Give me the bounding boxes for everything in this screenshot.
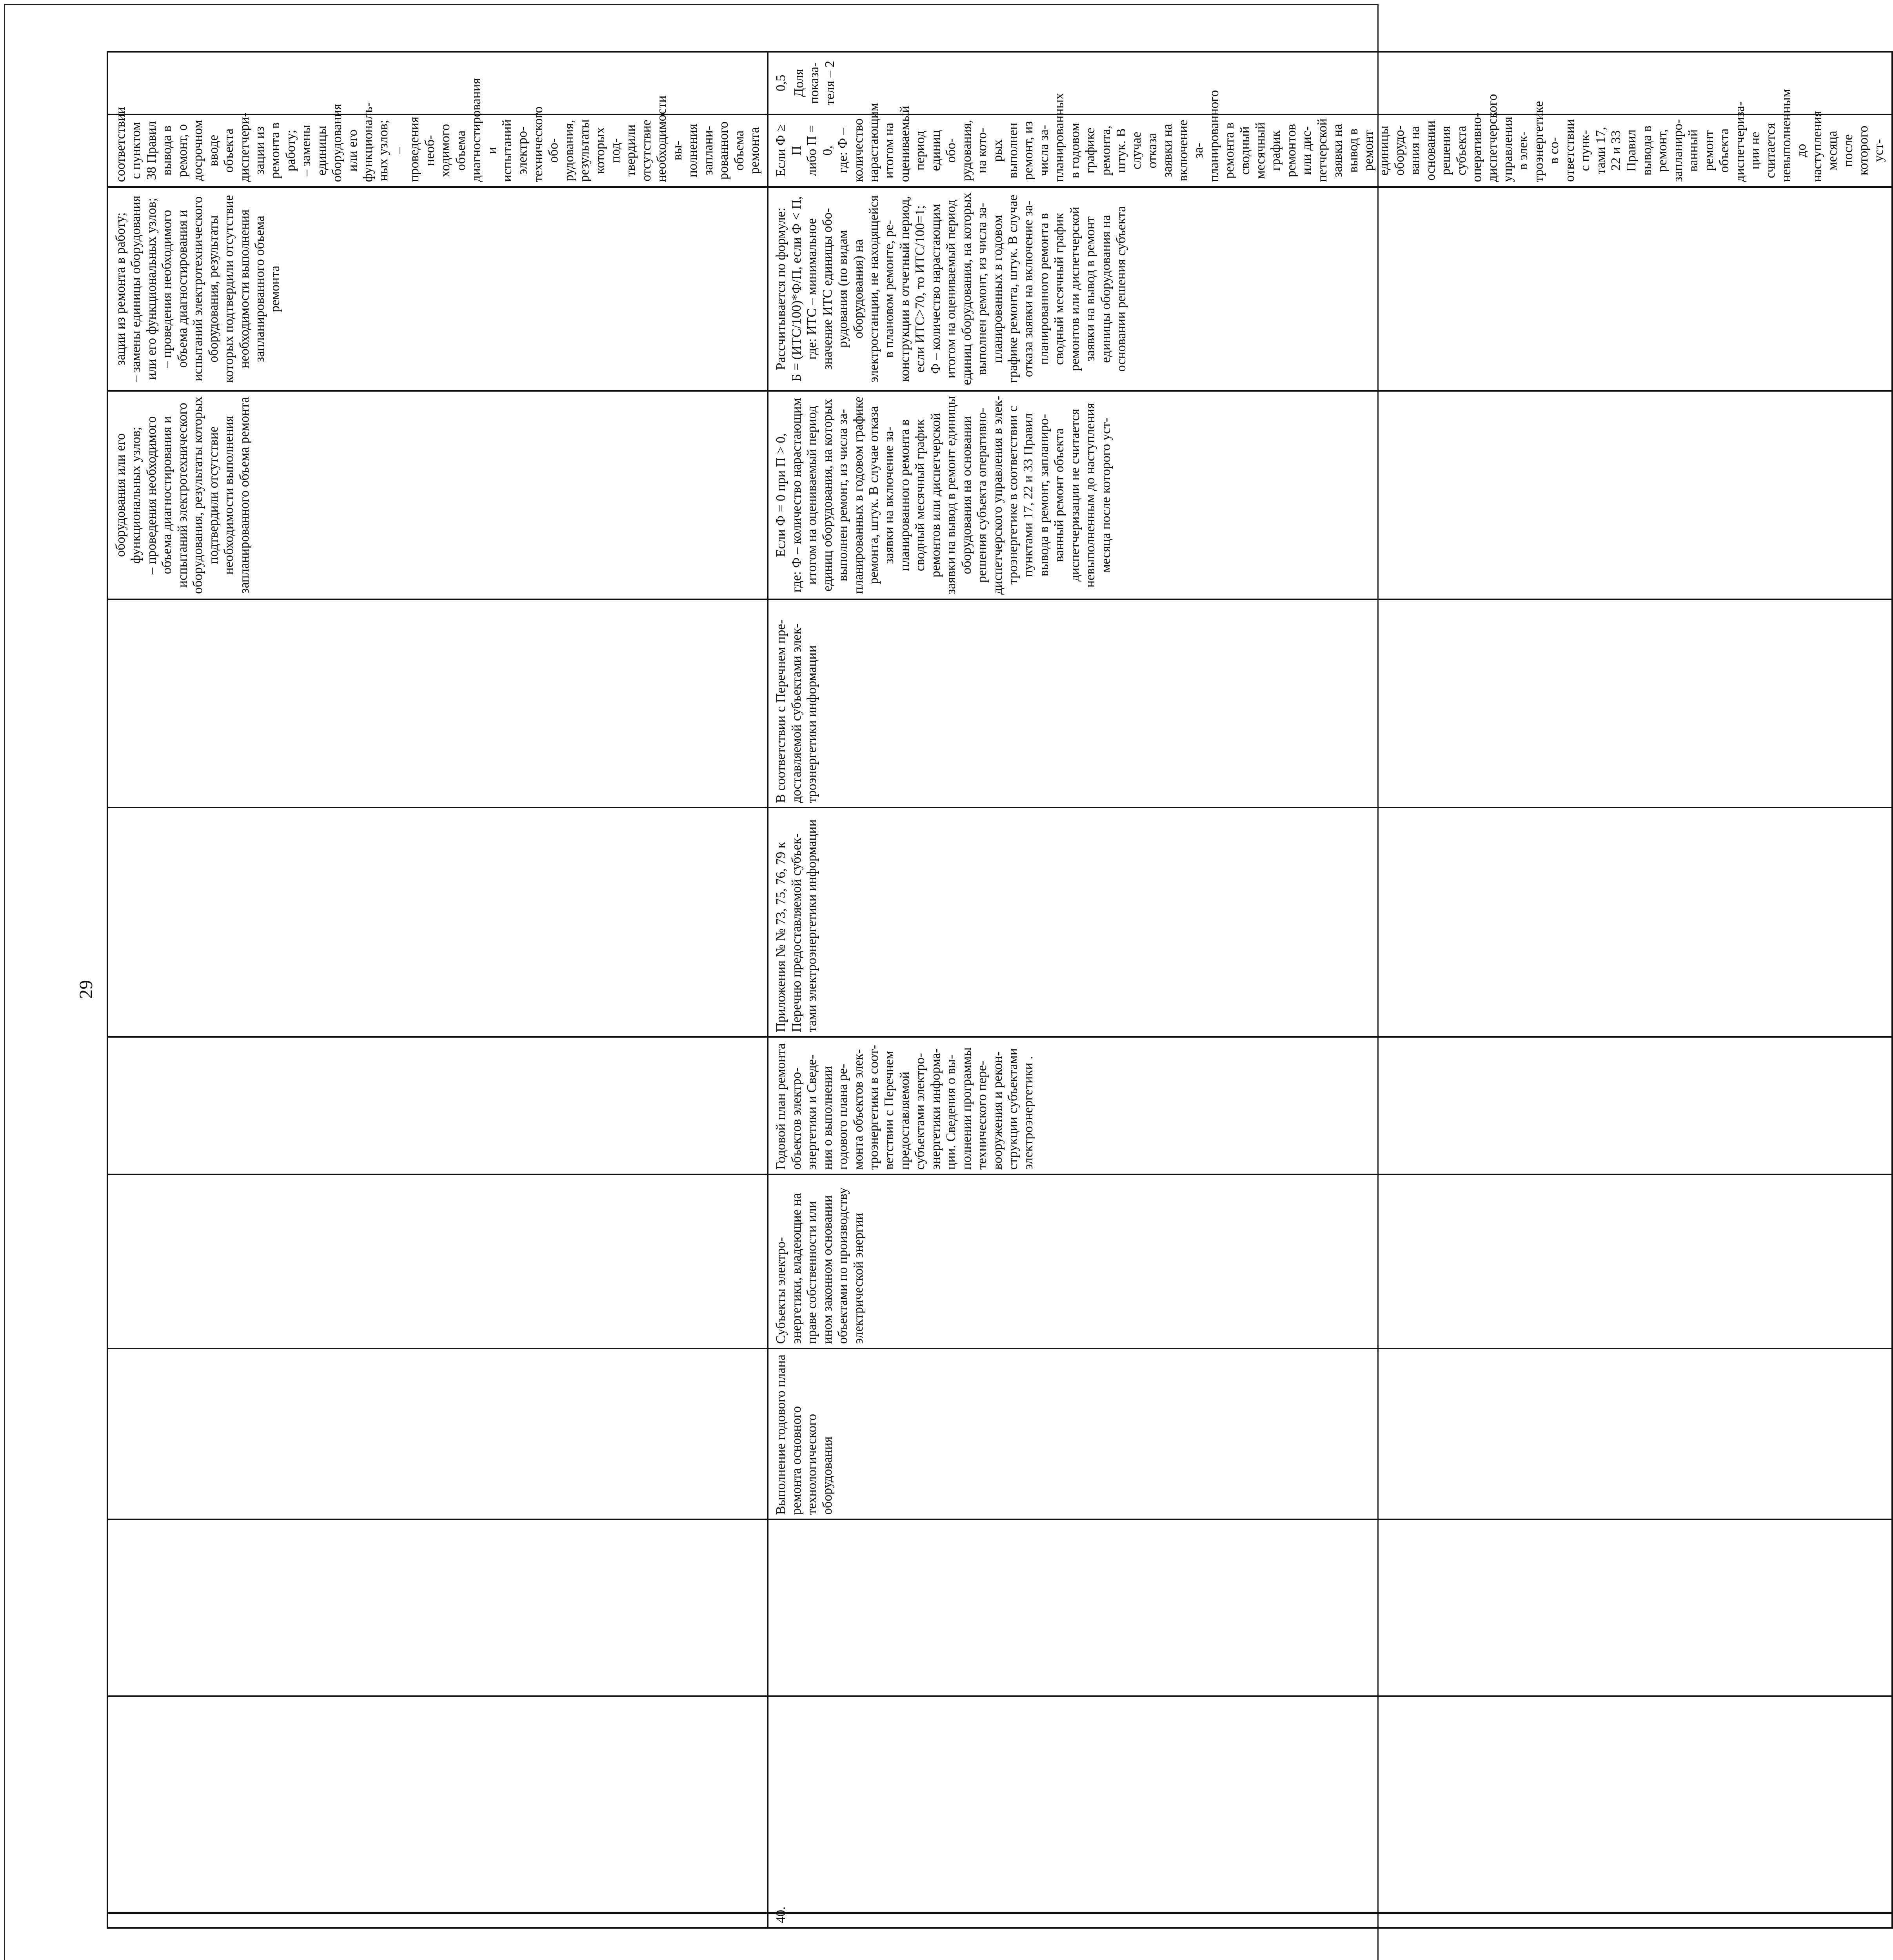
cell-period: В соответствии с Перечнем предоставляемой субъектами электроэнергетики информации [768,599,1892,808]
cell-method-full: Если Ф ≥ П либо П = 0, где: Ф – количество нарастающим итогом на оцениваемый период единиц оборудования, на которых выполнен ремонт, из числа запланированных в годовом графике ремонта, штук. В случае отказа заявки на включение запланированного ремонта в сводный месячный график ремонтов или диспетчерской заявки на вывод в ремонт единицы оборудования на основании решения субъекта оперативно-диспетчерского управления в электроэнергетике в соответствии с пунктами 17, 22 и 33 Правил вывода в ремонт, запланированный ремонт объекта диспетчеризации не считается невыполненным до наступления месяца после которого уст- [768,114,1892,187]
cell-empty [768,1519,1892,1696]
cell-empty [107,1174,768,1348]
cell-num-top [107,1913,768,1928]
cell-empty [768,1696,1892,1913]
cell-empty [107,1037,768,1174]
cell-method-calc: Рассчитывается по формуле: Б = (ИТС/100)*Ф/П, если Ф < П, где: ИТС – минимальное значение ИТС единицы оборудования (по видам оборудования) на электростанции, не находящейся в плановом ремонте, реконструкции в отчетный период, если ИТС>70, то ИТС/100=1; Ф – количество нарастающим итогом на оцениваемый период единиц оборудования, на которых выполнен ремонт, из числа запланированных в годовом графике ремонта, штук. В случае отказа заявки на включение запланированного ремонта в сводный месячный график ремонтов или диспетчерской заявки на вывод в ремонт единицы оборудования на основании решения субъекта [768,187,1892,391]
cell-continuation-method-calc: зации из ремонта в работу; – замены единицы оборудования или его функциональных узлов; – проведения необходимого объема диагностирования и испытаний электротехнического оборудования, результаты которых подтвердили отсутствие необходимости выполнения запланированного объема ремонта [107,187,768,391]
cell-empty [107,599,768,808]
page-number: 29 [76,980,96,999]
cell-continuation-method-full: соответствии с пунктом 38 Правил вывода в ремонт, о досрочном вводе объекта диспетчеризации из ремонта в работу; – замены единицы оборудования или его функциональных узлов; – проведения необходимого объема диагностирования и испытаний электротехнического оборудования, результаты которых подтвердили отсутствие необходимости выполнения запланированного объема ремонта [107,114,768,187]
weight-label: Доля показателя – 2 [791,61,837,105]
rotated-table-container [107,51,1886,1929]
cell-subjects: Субъекты электроэнергетики, владеющие на праве собственности или ином законном основании объектами по производству электрической энергии [768,1174,1892,1348]
table-row-40 [768,52,1892,1928]
cell-empty [107,808,768,1037]
cell-indicator-name: Выполнение годового плана ремонта основного технологического оборудования [768,1348,1892,1519]
cell-empty [107,1348,768,1519]
cell-weight [768,52,1892,114]
cell-method-b: Если Ф = 0 при П > 0, где: Ф – количество нарастающим итогом на оцениваемый период единиц оборудования, на которых выполнен ремонт, из числа запланированных в годовом графике ремонта, штук. В случае отказа заявки на включение запланированного ремонта в сводный месячный график ремонтов или диспетчерской заявки на вывод в ремонт единицы оборудования на основании решения субъекта оперативно-диспетчерского управления в электроэнергетике в соответствии с пунктами 17, 22 и 33 Правил вывода в ремонт, запланированный ремонт объекта диспетчеризации не считается невыполненным до наступления месяца после которого уст- [768,391,1892,599]
table-row-continuation [107,52,768,1928]
weight-value: 0,5 [774,74,788,92]
cell-row-number: 40. [768,1913,1892,1928]
cell-continuation-method-b: оборудования или его функциональных узлов; – проведения необходимого объема диагностирования и испытаний электротехнического оборудования, результаты которых подтвердили отсутствие необходимости выполнения запланированного объема ремонта [107,391,768,599]
indicator-table [107,51,1893,1929]
cell-empty [107,1519,768,1696]
cell-source: Годовой план ремонта объектов электроэнергетики и Сведения о выполнении годового плана ремонта объектов электроэнергетики в соответствии с Перечнем предоставляемой субъектами электроэнергетики информации. Сведения о выполнении программы технического перевооружения и реконструкции субъектами электроэнергетики . [768,1037,1892,1174]
cell-annex: Приложения № № 73, 75, 76, 79 к Перечню предоставляемой субъектами электроэнергетики информации [768,808,1892,1037]
cell-empty [107,1696,768,1913]
